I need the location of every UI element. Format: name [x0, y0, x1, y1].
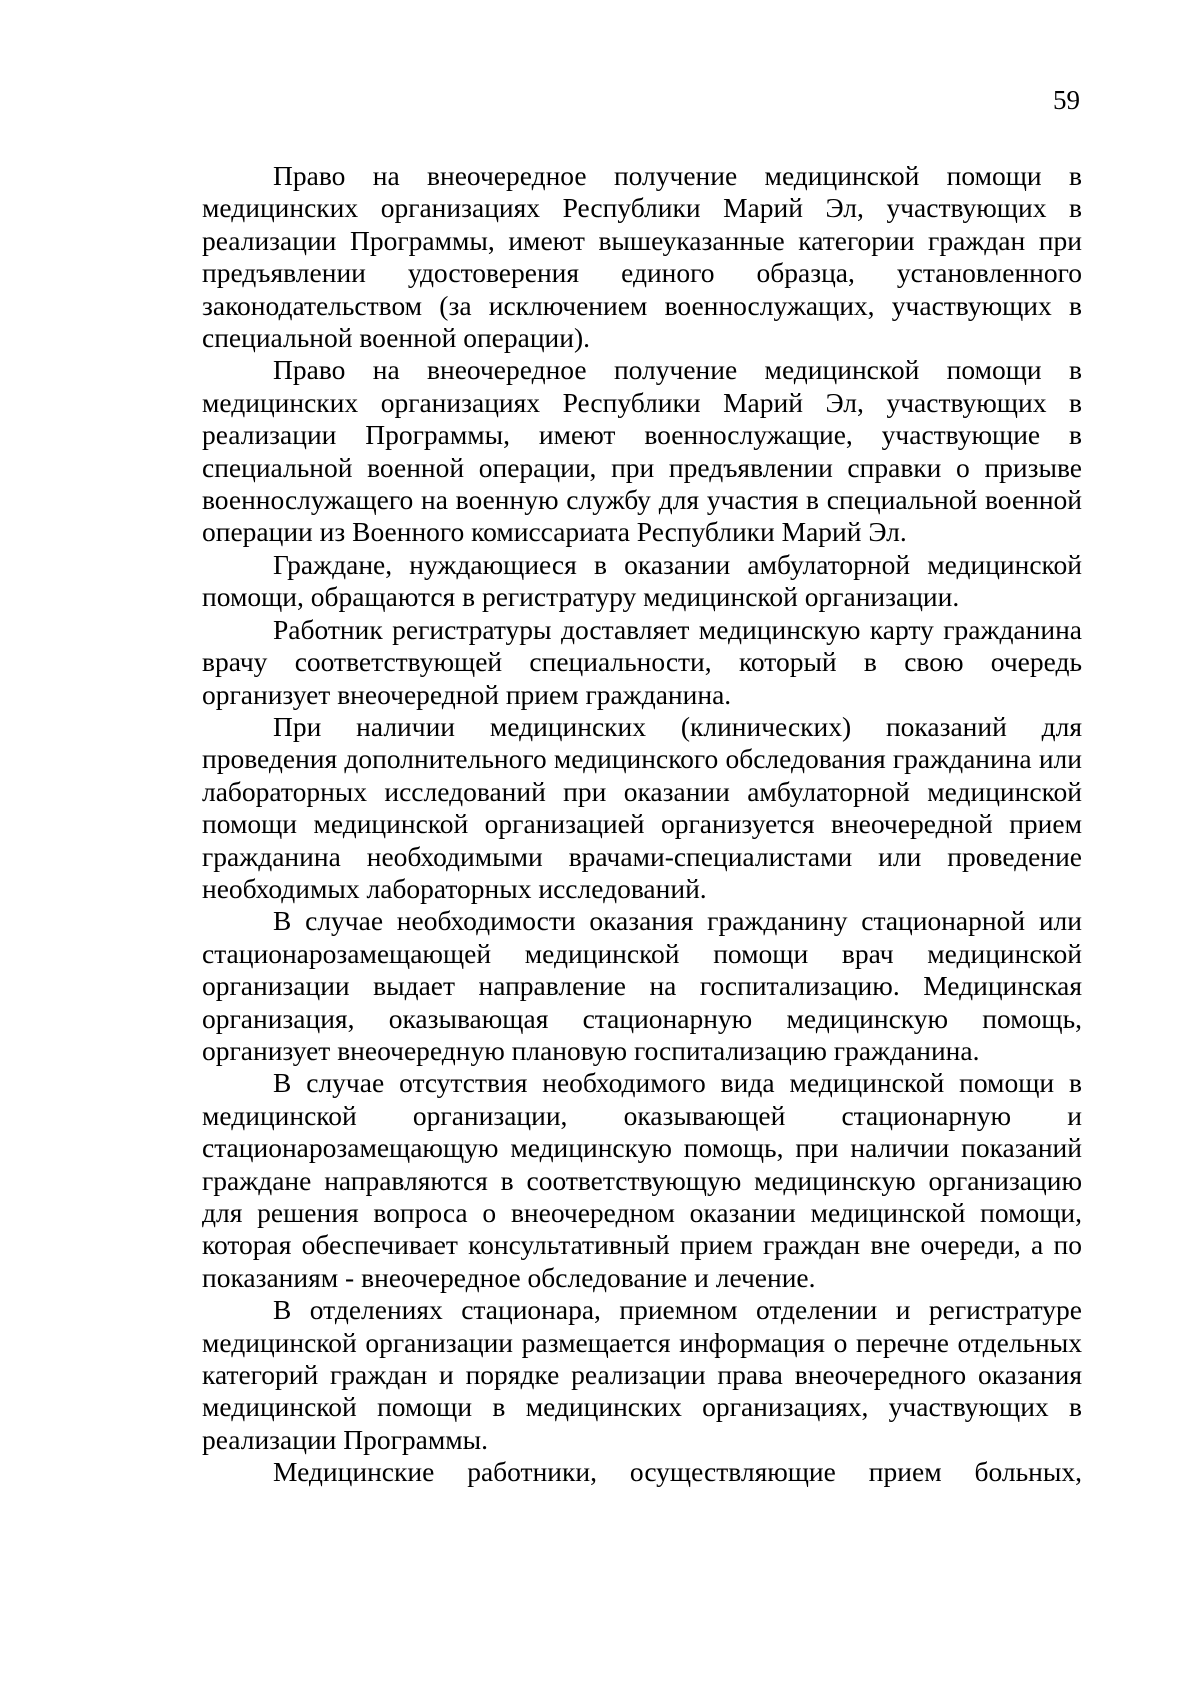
- paragraph: Право на внеочередное получение медицинской помощи в медицинских организациях Республики Марий Эл, участвующих в реализации Программы, имеют вышеуказанные категории граждан при предъявлении удостоверения единого образца, установленного законодательством (за исключением военнослужащих, участвующих в специальной военной операции).: [202, 160, 1082, 354]
- paragraph: В отделениях стационара, приемном отделении и регистратуре медицинской организации размещается информация о перечне отдельных категорий граждан и порядке реализации права внеочередного оказания медицинской помощи в медицинских организациях, участвующих в реализации Программы.: [202, 1294, 1082, 1455]
- paragraph-last: Медицинские работники, осуществляющие прием больных,: [273, 1456, 1082, 1488]
- paragraph: В случае отсутствия необходимого вида медицинской помощи в медицинской организации, оказывающей стационарную и стационарозамещающую медицинскую помощь, при наличии показаний граждане направляются в соответствующую медицинскую организацию для решения вопроса о внеочередном оказании медицинской помощи, которая обеспечивает консультативный прием граждан вне очереди, а по показаниям - внеочередное обследование и лечение.: [202, 1067, 1082, 1293]
- paragraph: При наличии медицинских (клинических) показаний для проведения дополнительного медицинского обследования гражданина или лабораторных исследований при оказании амбулаторной медицинской помощи медицинской организацией организуется внеочередной прием гражданина необходимыми врачами-специалистами или проведение необходимых лабораторных исследований.: [202, 710, 1082, 904]
- document-body: [202, 160, 1082, 1489]
- paragraph: Граждане, нуждающиеся в оказании амбулаторной медицинской помощи, обращаются в регистратуру медицинской организации.: [202, 548, 1082, 613]
- paragraph: Право на внеочередное получение медицинской помощи в медицинских организациях Республики Марий Эл, участвующих в реализации Программы, имеют военнослужащие, участвующие в специальной военной операции, при предъявлении справки о призыве военнослужащего на военную службу для участия в специальной военной операции из Военного комиссариата Республики Марий Эл.: [202, 354, 1082, 548]
- paragraph: В случае необходимости оказания гражданину стационарной или стационарозамещающей медицинской помощи врач медицинской организации выдает направление на госпитализацию. Медицинская организация, оказывающая стационарную медицинскую помощь, организует внеочередную плановую госпитализацию гражданина.: [202, 905, 1082, 1066]
- paragraph: Работник регистратуры доставляет медицинскую карту гражданина врачу соответствующей специальности, который в свою очередь организует внеочередной прием гражданина.: [202, 613, 1082, 710]
- page-number: 59: [1053, 85, 1080, 115]
